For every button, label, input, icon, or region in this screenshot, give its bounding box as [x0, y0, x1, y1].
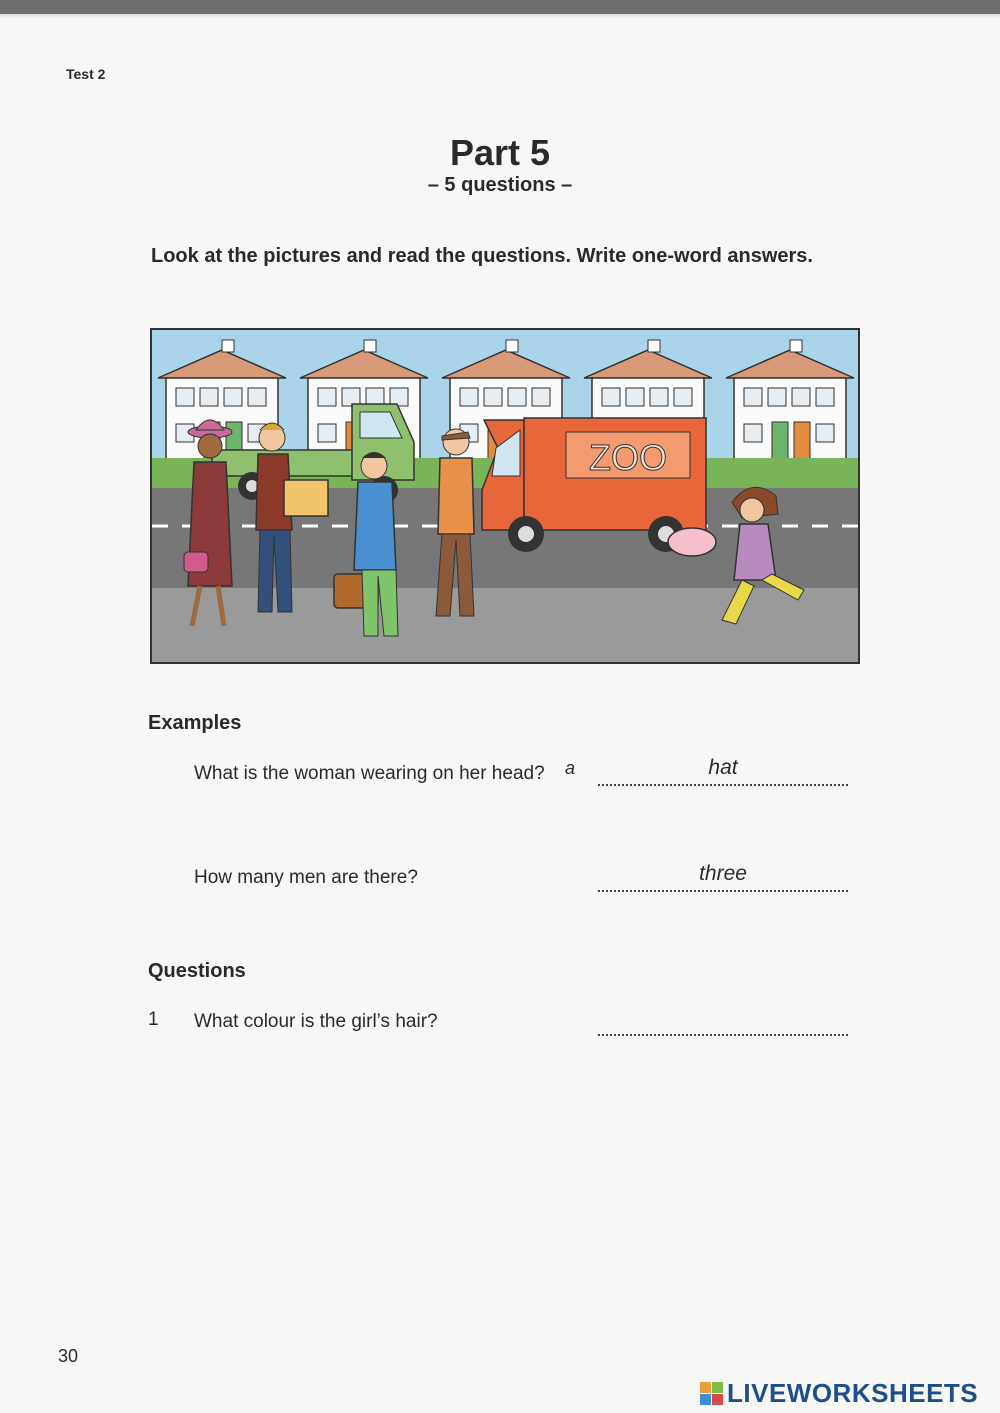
liveworksheets-wordmark: LIVEWORKSHEETS	[727, 1377, 979, 1408]
test-label: Test 2	[66, 66, 106, 82]
example-2-answer-line	[598, 858, 848, 892]
example-2-question: How many men are there?	[194, 867, 418, 888]
scan-top-edge	[0, 0, 1000, 14]
examples-heading: Examples	[148, 712, 242, 734]
street-scene-svg	[152, 330, 858, 662]
question-1-text: What colour is the girl’s hair?	[194, 1011, 438, 1032]
liveworksheets-logo	[700, 1377, 978, 1409]
example-1-prefix: a	[565, 758, 576, 778]
van-sign-text: ZOO	[589, 437, 667, 478]
instructions: Look at the pictures and read the questions. Write one-word answers.	[151, 245, 813, 267]
example-1-answer-line	[598, 752, 848, 786]
question-1-answer-field[interactable]	[598, 1002, 848, 1036]
example-2-answer: three	[699, 862, 747, 885]
street-scene-illustration	[150, 328, 860, 664]
example-1-question: What is the woman wearing on her head?	[194, 763, 545, 784]
questions-heading: Questions	[148, 960, 246, 982]
part-title: Part 5	[449, 132, 551, 173]
liveworksheets-icon	[700, 1382, 723, 1405]
question-1-number: 1	[148, 1009, 159, 1030]
part-subtitle: – 5 questions –	[427, 174, 573, 196]
example-1-answer: hat	[708, 756, 738, 779]
page-number: 30	[58, 1346, 79, 1366]
